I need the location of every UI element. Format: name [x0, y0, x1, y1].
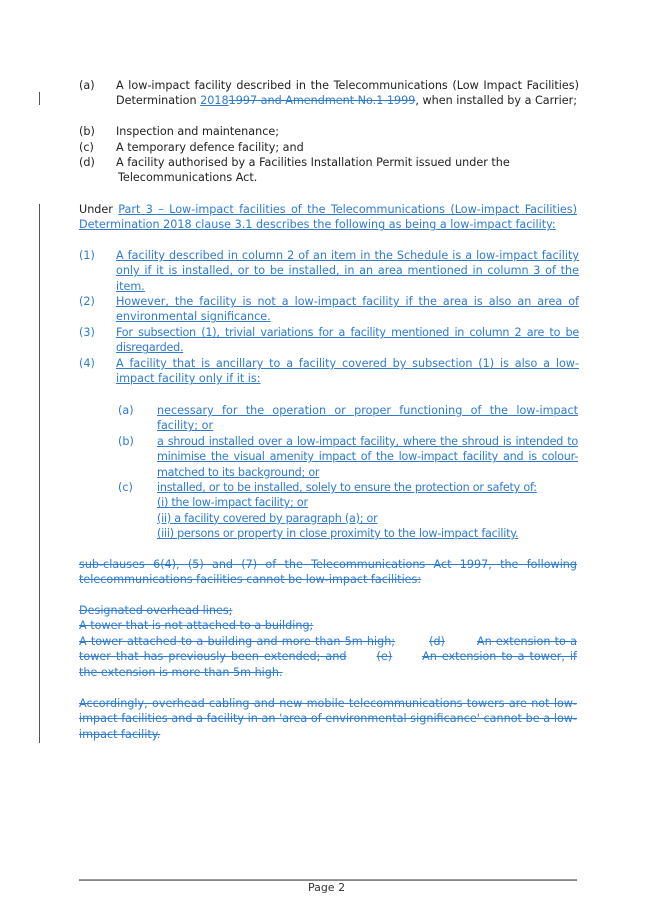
list-label: (a) — [79, 79, 95, 92]
paragraph-text — [157, 480, 578, 542]
subsection-4 — [79, 356, 579, 387]
text-line: A facility authorised by a Facilities Installation Permit issued under the — [116, 156, 510, 169]
subsection-2 — [79, 294, 579, 325]
sub-item: (i) the low-impact facility; or — [157, 496, 308, 510]
deleted-text: 1997 and Amendment No.1 1999 — [228, 94, 416, 108]
paragraph-main: installed, or to be installed, solely to ensure the protection or safety of: — [157, 481, 537, 494]
intro-paragraph — [79, 202, 577, 233]
list-label: (c) — [79, 141, 94, 154]
text-line: Telecommunications Act. — [118, 171, 258, 185]
list-text — [116, 155, 579, 186]
inserted-text: 2018 — [200, 94, 229, 108]
subsection-label: (3) — [79, 326, 95, 339]
deleted-line: A tower that is not attached to a building; — [79, 619, 314, 633]
deleted-label: (e) — [376, 650, 393, 664]
list-label: (b) — [79, 125, 95, 138]
deleted-intro: sub-clauses 6(4), (5) and (7) of the Telecommunications Act 1997, the following telecommunications facilities cannot be low-impact facilities: — [79, 558, 577, 587]
list-item-a — [79, 78, 579, 109]
paragraph-text: necessary for the operation or proper functioning of the low-impact facility; or — [157, 404, 578, 433]
deleted-conclusion: Accordingly, overhead cabling and new mobile telecommunications towers are not low-impact facilities and a facility in an 'area of environmental significance' cannot be a low-impact facility. — [79, 697, 577, 741]
list-item-d — [79, 155, 579, 186]
subsection-text: For subsection (1), trivial variations for a facility mentioned in column 2 are to be disregarded. — [116, 326, 579, 355]
deleted-label: (d) — [429, 634, 445, 648]
change-bar — [39, 204, 40, 743]
subsection-label: (1) — [79, 249, 95, 262]
paragraph-label: (b) — [118, 435, 134, 448]
list-text — [116, 78, 579, 109]
deleted-line: An extension to a tower, if the extension is more than 5m high. — [79, 650, 577, 679]
subsection-text: However, the facility is not a low-impact facility if the area is also an area of environmental significance. — [116, 295, 579, 324]
paragraph-label: (a) — [118, 404, 134, 417]
deleted-list — [79, 603, 577, 680]
subsection-text: A facility that is ancillary to a facility covered by subsection (1) is also a low-impact facility only if it is: — [116, 357, 579, 386]
subsection-text: A facility described in column 2 of an item in the Schedule is a low-impact facility only if it is installed, or to be installed, in an area mentioned in column 3 of the item. — [116, 249, 579, 293]
paragraph-c — [118, 480, 578, 542]
deleted-run-on — [79, 634, 577, 680]
page-number: Page 2 — [307, 881, 346, 894]
list-text: A temporary defence facility; and — [116, 141, 304, 154]
list-label: (d) — [79, 156, 95, 169]
subsection-1 — [79, 248, 579, 294]
list-item-b — [79, 124, 579, 139]
paragraph-text: a shroud installed over a low-impact facility, where the shroud is intended to minimise the visual amenity impact of the low-impact facility and is colour-matched to its background; or — [157, 435, 578, 479]
paragraph-a — [118, 403, 578, 434]
list-text: Inspection and maintenance; — [116, 125, 280, 138]
change-bar — [39, 92, 40, 105]
paragraph-b — [118, 434, 578, 480]
text-segment: , when installed by a Carrier; — [415, 94, 578, 108]
list-item-c — [79, 140, 579, 155]
deleted-line: Designated overhead lines; — [79, 604, 233, 617]
sub-item: (iii) persons or property in close proximity to the low-impact facility. — [157, 527, 519, 541]
inserted-text: Part 3 – Low-impact facilities of the Telecommunications (Low-impact Facilities) Determination 2018 clause 3.1 describes the following as being a low-impact facility: — [79, 203, 578, 232]
sub-item: (ii) a facility covered by paragraph (a); or — [157, 511, 378, 525]
subsection-3 — [79, 325, 579, 356]
subsection-label: (4) — [79, 357, 95, 370]
text-segment: Under — [79, 203, 119, 216]
paragraph-label: (c) — [118, 481, 133, 494]
text-segment: A low-impact facility described in the Telecommunications (Low Impact Facilities) Determination — [116, 79, 579, 108]
subsection-label: (2) — [79, 295, 95, 308]
deleted-line: An extension to a tower that has previously been extended; and — [79, 634, 577, 664]
deleted-line: A tower attached to a building and more than 5m high; — [79, 634, 396, 648]
